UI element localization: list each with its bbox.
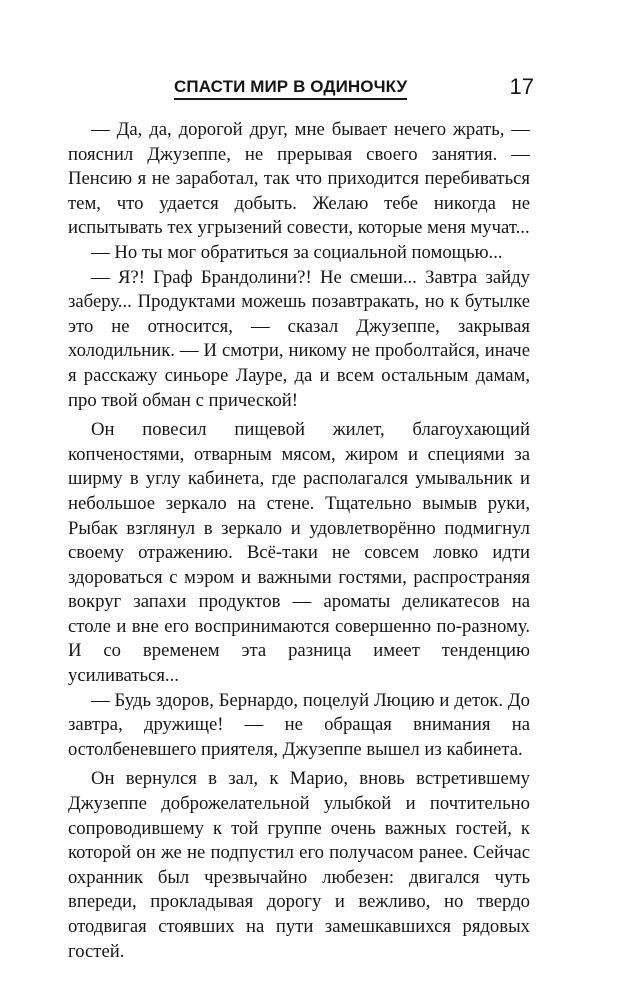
page-number: 17 <box>509 74 534 99</box>
paragraph-1: — Да, да, дорогой друг, мне бывает нечего жрать, — пояснил Джузеппе, не прерывая своего занятия. — Пенсию я не заработал, так что приходится перебиваться тем, что удается добыть. Желаю тебе никогда не испытывать тех угрызений совести, которые меня мучат... <box>68 119 530 239</box>
paragraph-3: — Я?! Граф Брандолини?! Не смеши... Завтра зайду заберу... Продуктами можешь позавтракать, но к бутылке это не относится, — сказал Джузеппе, закрывая холодильник. — И смотри, никому не проболтайся, иначе я расскажу синьоре Лауре, да и всем остальным дамам, про твой обман с прической! <box>68 266 530 411</box>
paragraph-4: Он повесил пищевой жилет, благоухающий копченостями, отварным мясом, жиром и специями за ширму в углу кабинета, где располагался умывальник и небольшое зеркало на стене. Тщательно вымыв руки, Рыбак взглянул в зеркало и удовлетворённо подмигнул своему отражению. Всё-таки не совсем ловко идти здороваться с мэром и важными гостями, распространяя вокруг запахи продуктов — ароматы деликатесов на столе и вне его воспринимаются совершенно по-разному. И со временем эта разница имеет тенденцию усиливаться... <box>68 419 530 687</box>
body-text <box>68 118 530 964</box>
running-title: СПАСТИ МИР В ОДИНОЧКУ <box>174 77 407 100</box>
paragraph-6: Он вернулся в зал, к Марио, вновь встретившему Джузеппе доброжелательной улыбкой и почтительно сопроводившему к той группе очень важных гостей, к которой он же не подпустил его получасом ранее. Сейчас охранник был чрезвычайно любезен: двигался чуть впереди, прокладывая дорогу и вежливо, но твердо отодвигая стоявших на пути замешкавшихся рядовых гостей. <box>68 768 530 962</box>
paragraph-5: — Будь здоров, Бернардо, поцелуй Люцию и деток. До завтра, дружище! — не обращая внимания на остолбеневшего приятеля, Джузеппе вышел из кабинета. <box>68 689 530 760</box>
page-header <box>174 74 534 104</box>
paragraph-2: — Но ты мог обратиться за социальной помощью... <box>91 241 503 263</box>
